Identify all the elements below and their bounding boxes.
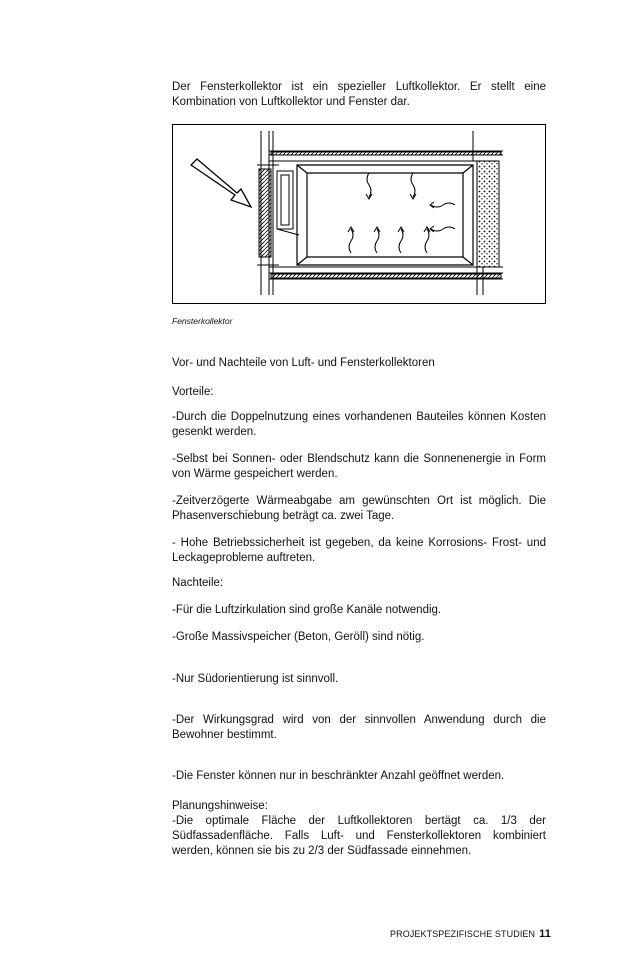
nachteil-item: -Für die Luftzirkulation sind große Kanäle notwendig. [172, 604, 442, 616]
vorteil-item: - Hohe Betriebssicherheit ist gegeben, da keine Korrosions- Frost- und Leckageprobleme auftreten. [172, 537, 546, 564]
page-number: 11 [539, 928, 551, 940]
footer-label: PROJEKTSPEZIFISCHE STUDIEN [390, 929, 536, 939]
planung-label: Planungshinweise: [172, 800, 268, 812]
vorteil-item: -Selbst bei Sonnen- oder Blendschutz kann die Sonnenenergie in Form von Wärme gespeichert werden. [172, 453, 546, 480]
vorteil-item: -Durch die Doppelnutzung eines vorhandenen Bauteiles können Kosten gesenkt werden. [172, 411, 546, 438]
airflow-arrows-icon [348, 173, 455, 253]
planung-text: -Die optimale Fläche der Luftkollektoren bertägt ca. 1/3 der Südfassadenfläche. Falls Luft- und Fensterkollektoren kombiniert werden, können sie bis zu 2/3 der Südfassade einnehmen. [172, 815, 546, 857]
intro-paragraph: Der Fensterkollektor ist ein spezieller Luftkollektor. Er stellt eine Kombination von Luftkollektor und Fenster dar. [172, 81, 546, 108]
facade-wall [257, 131, 279, 295]
nachteil-item: -Nur Südorientierung ist sinnvoll. [172, 673, 339, 685]
floor-slab [269, 267, 503, 279]
figure-caption: Fensterkollektor [172, 316, 233, 326]
nachteil-item: -Die Fenster können nur in beschränkter Anzahl geöffnet werden. [172, 770, 505, 782]
nachteil-item: -Große Massivspeicher (Beton, Geröll) sind nötig. [172, 631, 425, 643]
page-footer [390, 928, 551, 940]
nachteil-item: -Der Wirkungsgrad wird von der sinnvollen Anwendung durch die Bewohner bestimmt. [172, 714, 546, 741]
storage-mass [473, 131, 499, 295]
room-cavity [297, 165, 473, 265]
vorteile-label: Vorteile: [172, 386, 214, 398]
nachteile-label: Nachteile: [172, 577, 224, 589]
window-element [277, 171, 299, 235]
ceiling-slab [269, 151, 503, 161]
section-heading: Vor- und Nachteile von Luft- und Fensterkollektoren [172, 357, 435, 369]
sun-arrow-icon [191, 159, 251, 207]
section-drawing [173, 125, 545, 303]
fensterkollektor-diagram [172, 124, 546, 304]
vorteil-item: -Zeitverzögerte Wärmeabgabe am gewünschten Ort ist möglich. Die Phasenverschiebung beträgt ca. zwei Tage. [172, 495, 546, 522]
